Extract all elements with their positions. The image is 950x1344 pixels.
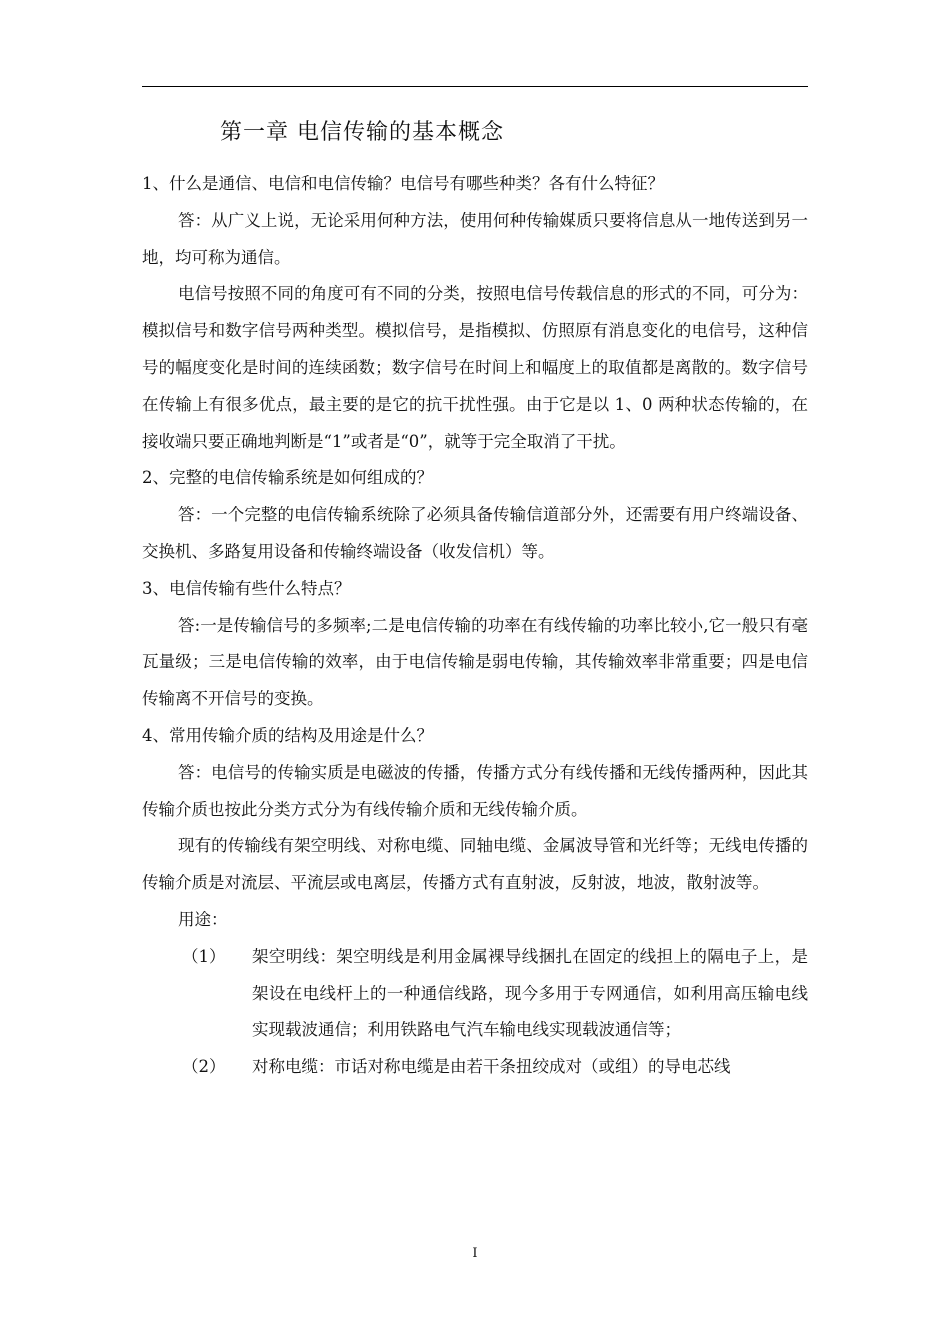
- answer-2: 答：一个完整的电信传输系统除了必须具备传输信道部分外，还需要有用户终端设备、交换机、多路复用设备和传输终端设备（收发信机）等。: [142, 505, 808, 561]
- list-item-number: （1）: [182, 946, 226, 966]
- list-item: [142, 939, 808, 1049]
- page-number: I: [472, 1246, 478, 1261]
- answer-4: 答：电信号的传输实质是电磁波的传播，传播方式分有线传播和无线传播两种，因此其传输介质也按此分类方式分为有线传输介质和无线传输介质。: [142, 762, 808, 819]
- list-item-text: 对称电缆：市话对称电缆是由若干条扭绞成对（或组）的导电芯线: [252, 1057, 731, 1077]
- answer-4-media: 现有的传输线有架空明线、对称电缆、同轴电缆、金属波导管和光纤等；无线电传播的传输介质是对流层、平流层或电离层，传播方式有直射波，反射波，地波，散射波等。: [142, 836, 808, 893]
- usage-label: 用途：: [178, 909, 228, 929]
- answer-1-signal-types: 电信号按照不同的角度可有不同的分类，按照电信号传载信息的形式的不同，可分为：模拟信号和数字信号两种类型。模拟信号，是指模拟、仿照原有消息变化的电信号，这种信号的幅度变化是时间的连续函数；数字信号在时间上和幅度上的取值都是离散的。数字信号在传输上有很多优点，最主要的是它的抗干扰性强。由于它是以 1、0 两种状态传输的，在接收端只要正确地判断是“1”或者是“0”，就等于完全取消了干扰。: [142, 284, 808, 451]
- question-1: 1、什么是通信、电信和电信传输？电信号有哪些种类？各有什么特征？: [142, 174, 664, 193]
- answer-1: 答：从广义上说，无论采用何种方法，使用何种传输媒质只要将信息从一地传送到另一地，均可称为通信。: [142, 210, 808, 267]
- list-item: [142, 1049, 808, 1086]
- question-2: 2、完整的电信传输系统是如何组成的？: [142, 468, 433, 488]
- list-item-text: 架空明线：架空明线是利用金属裸导线捆扎在固定的线担上的隔电子上，是架设在电线杆上的一种通信线路，现今多用于专网通信，如利用高压输电线实现载波通信；利用铁路电气汽车输电线实现载波通信等；: [252, 946, 808, 1040]
- list-item-number: （2）: [182, 1057, 226, 1077]
- answer-3: 答:一是传输信号的多频率;二是电信传输的功率在有线传输的功率比较小,它一般只有毫瓦量级；三是电信传输的效率，由于电信传输是弱电传输，其传输效率非常重要；四是电信传输离不开信号的变换。: [142, 615, 808, 709]
- question-4: 4、常用传输介质的结构及用途是什么？: [142, 725, 433, 745]
- question-3: 3、电信传输有些什么特点？: [142, 578, 351, 598]
- header-rule: [142, 86, 808, 87]
- document-body: [142, 166, 808, 1086]
- chapter-title: 第一章 电信传输的基本概念: [220, 120, 504, 145]
